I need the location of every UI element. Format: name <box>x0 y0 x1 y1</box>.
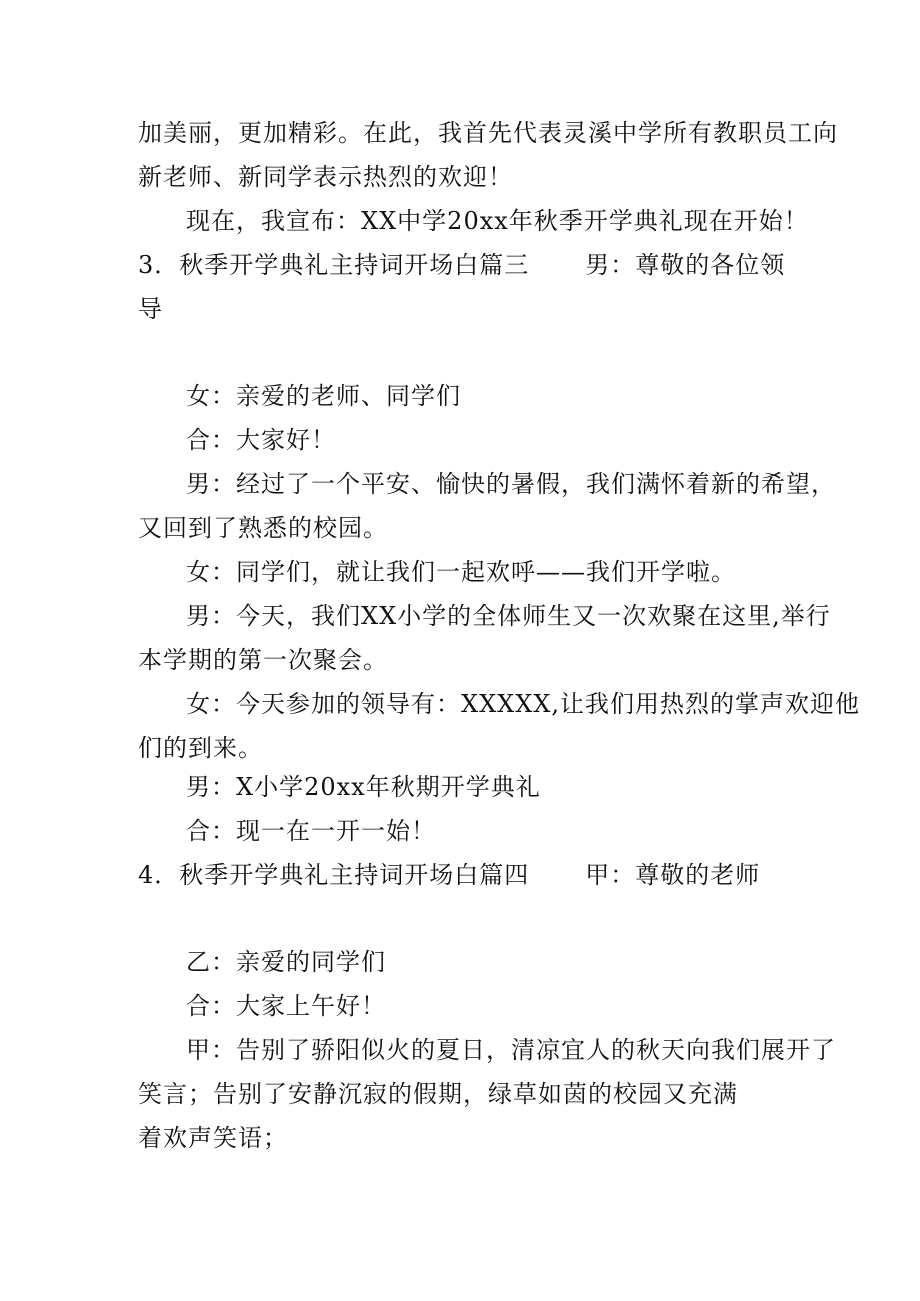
paragraph-line: 现在，我宣布：XX中学20xx年秋季开学典礼现在开始！ <box>186 207 809 235</box>
paragraph-line: 加美丽，更加精彩。在此，我首先代表灵溪中学所有教职员工向 <box>138 119 838 147</box>
section-heading-3 <box>138 250 785 280</box>
paragraph-line: 新老师、新同学表示热烈的欢迎！ <box>138 163 513 191</box>
dialogue-line: 合：大家好！ <box>186 426 336 454</box>
paragraph-line: 导 <box>138 295 163 323</box>
dialogue-line: 男：经过了一个平安、愉快的暑假，我们满怀着新的希望， <box>186 470 836 498</box>
dialogue-line: 又回到了熟悉的校园。 <box>138 514 388 542</box>
dialogue-line: 们的到来。 <box>138 734 263 762</box>
dialogue-line: 男：X小学20xx年秋期开学典礼 <box>186 773 541 801</box>
dialogue-line: 甲：告别了骄阳似火的夏日，清凉宜人的秋天向我们展开了 <box>186 1036 836 1064</box>
dialogue-line: 女：同学们，就让我们一起欢呼——我们开学啦。 <box>186 558 736 586</box>
dialogue-line: 合：大家上午好！ <box>186 992 386 1020</box>
section-heading-4-title: 4．秋季开学典礼主持词开场白篇四 <box>138 861 530 889</box>
dialogue-line: 合：现一在一开一始！ <box>186 817 436 845</box>
dialogue-line: 女：今天参加的领导有：XXXXX,让我们用热烈的掌声欢迎他 <box>186 690 861 718</box>
dialogue-line: 男：今天，我们XX小学的全体师生又一次欢聚在这里,举行 <box>186 602 831 630</box>
dialogue-line: 笑言；告别了安静沉寂的假期，绿草如茵的校园又充满 <box>138 1080 738 1108</box>
section-heading-4-tail: 甲：尊敬的老师 <box>585 861 761 889</box>
section-heading-3-title: 3．秋季开学典礼主持词开场白篇三 <box>138 251 530 279</box>
dialogue-line: 乙：亲爱的同学们 <box>186 948 386 976</box>
section-heading-3-tail: 男：尊敬的各位领 <box>585 251 786 279</box>
dialogue-line: 着欢声笑语； <box>138 1124 288 1152</box>
section-heading-4 <box>138 860 760 890</box>
dialogue-line: 女：亲爱的老师、同学们 <box>186 382 461 410</box>
dialogue-line: 本学期的第一次聚会。 <box>138 646 388 674</box>
